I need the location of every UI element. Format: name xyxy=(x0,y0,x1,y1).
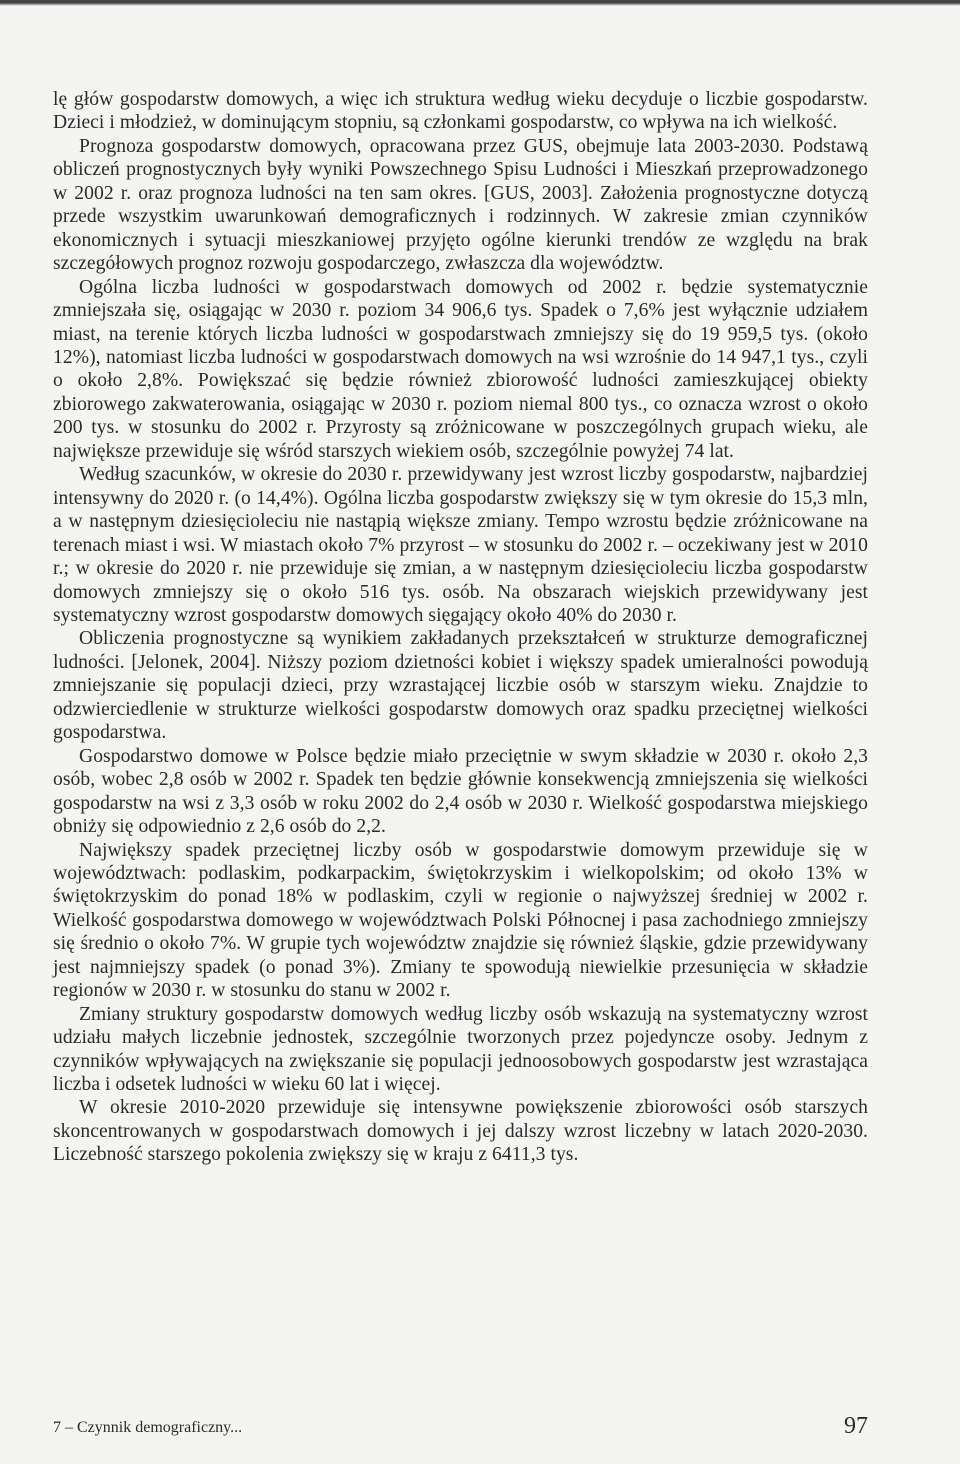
paragraph: Obliczenia prognostyczne są wynikiem zakładanych przekształceń w strukturze demograficznej ludności. [Jelonek, 2004]. Niższy poziom dzietności kobiet i większy spadek umieralności powodują zmniejszanie się populacji dzieci, przy wzrastającej liczbie osób w starszym wieku. Znajdzie to odzwierciedlenie w strukturze wielkości gospodarstw domowych oraz spadku przeciętnej wielkości gospodarstwa. xyxy=(53,628,868,744)
paragraph: W okresie 2010-2020 przewiduje się intensywne powiększenie zbiorowości osób starszych skoncentrowanych w gospodarstwach domowych i jej dalszy wzrost liczebny w latach 2020-2030. Liczebność starszego pokolenia zwiększy się w kraju z 6411,3 tys. xyxy=(53,1097,868,1166)
paragraph: Gospodarstwo domowe w Polsce będzie miało przeciętnie w swym składzie w 2030 r. około 2,3 osób, wobec 2,8 osób w 2002 r. Spadek ten będzie głównie konsekwencją zmniejszenia się wielkości gospodarstw na wsi z 3,3 osób w roku 2002 do 2,4 osób w 2030 r. Wielkość gospodarstwa miejskiego obniży się odpowiednio z 2,6 osób do 2,2. xyxy=(53,745,868,838)
top-border-rule xyxy=(0,0,960,6)
paragraph: Zmiany struktury gospodarstw domowych według liczby osób wskazują na systematyczny wzrost udziału małych liczebnie jednostek, szczególnie tworzonych przez pojedyncze osoby. Jednym z czynników wpływających na zwiększanie się populacji jednoosobowych gospodarstw jest wzrastająca liczba i odsetek ludności w wieku 60 lat i więcej. xyxy=(53,1003,868,1096)
paragraph: Ogólna liczba ludności w gospodarstwach domowych od 2002 r. będzie systematycznie zmniejszała się, osiągając w 2030 r. poziom 34 906,6 tys. Spadek o 7,6% jest wyłącznie udziałem miast, na terenie których liczba ludności w gospodarstwach zmniejszy się do 19 959,5 tys. (około 12%), natomiast liczba ludności w gospodarstwach domowych na wsi wzrośnie do 14 947,1 tys., czyli o około 2,8%. Powiększać się będzie również zbiorowość ludności zamieszkującej obiekty zbiorowego zakwaterowania, osiągając w 2030 r. poziom niemal 800 tys., co oznacza wzrost o około 200 tys. w stosunku do 2002 r. Przyrosty są zróżnicowane w poszczególnych grupach wieku, ale największe przewiduje się wśród starszych wiekiem osób, szczególnie powyżej 74 lat. xyxy=(53,276,868,462)
chapter-label: 7 – Czynnik demograficzny... xyxy=(53,1419,243,1436)
page-number: 97 xyxy=(844,1413,868,1439)
paragraph: lę głów gospodarstw domowych, a więc ich struktura według wieku decyduje o liczbie gospodarstw. Dzieci i młodzież, w dominującym stopniu, są członkami gospodarstw, co wpływa na ich wielkość. xyxy=(53,89,868,134)
paragraph: Według szacunków, w okresie do 2030 r. przewidywany jest wzrost liczby gospodarstw, najbardziej intensywny do 2020 r. (o 14,4%). Ogólna liczba gospodarstw zwiększy się w tym okresie do 15,3 mln, a w następnym dziesięcioleciu nie nastąpią większe zmiany. Tempo wzrostu będzie zróżnicowane na terenach miast i wsi. W miastach około 7% przyrost – w stosunku do 2002 r. – oczekiwany jest w 2010 r.; w okresie do 2020 r. nie przewiduje się zmian, a w następnym dziesięcioleciu liczba gospodarstw domowych zmniejszy się o około 516 tys. osób. Na obszarach wiejskich przewidywany jest systematyczny wzrost gospodarstw domowych sięgający około 40% do 2030 r. xyxy=(53,464,868,626)
paragraph: Prognoza gospodarstw domowych, opracowana przez GUS, obejmuje lata 2003-2030. Podstawą obliczeń prognostycznych były wyniki Powszechnego Spisu Ludności i Mieszkań przeprowadzonego w 2002 r. oraz prognoza ludności na ten sam okres. [GUS, 2003]. Założenia prognostyczne dotyczą przede wszystkim uwarunkowań demograficznych i rodzinnych. W zakresie zmian czynników ekonomicznych i sytuacji mieszkaniowej przyjęto ogólne kierunki trendów ze względu na brak szczegółowych prognoz rozwoju gospodarczego, zwłaszcza dla województw. xyxy=(53,135,868,275)
body-text xyxy=(53,88,868,1167)
paragraph: Największy spadek przeciętnej liczby osób w gospodarstwie domowym przewiduje się w województwach: podlaskim, podkarpackim, świętokrzyskim i wielkopolskim; od około 13% w świętokrzyskim do ponad 18% w podlaskim, czyli w regionie o najwyższej średniej w 2002 r. Wielkość gospodarstwa domowego w województwach Polski Północnej i pasa zachodniego zmniejszy się średnio o około 7%. W grupie tych województw znajdzie się również śląskie, gdzie przewidywany jest najmniejszy spadek (o ponad 3%). Zmiany te spowodują niewielkie przesunięcia w składzie regionów w 2030 r. w stosunku do stanu w 2002 r. xyxy=(53,839,868,1002)
page-footer xyxy=(53,1411,868,1441)
